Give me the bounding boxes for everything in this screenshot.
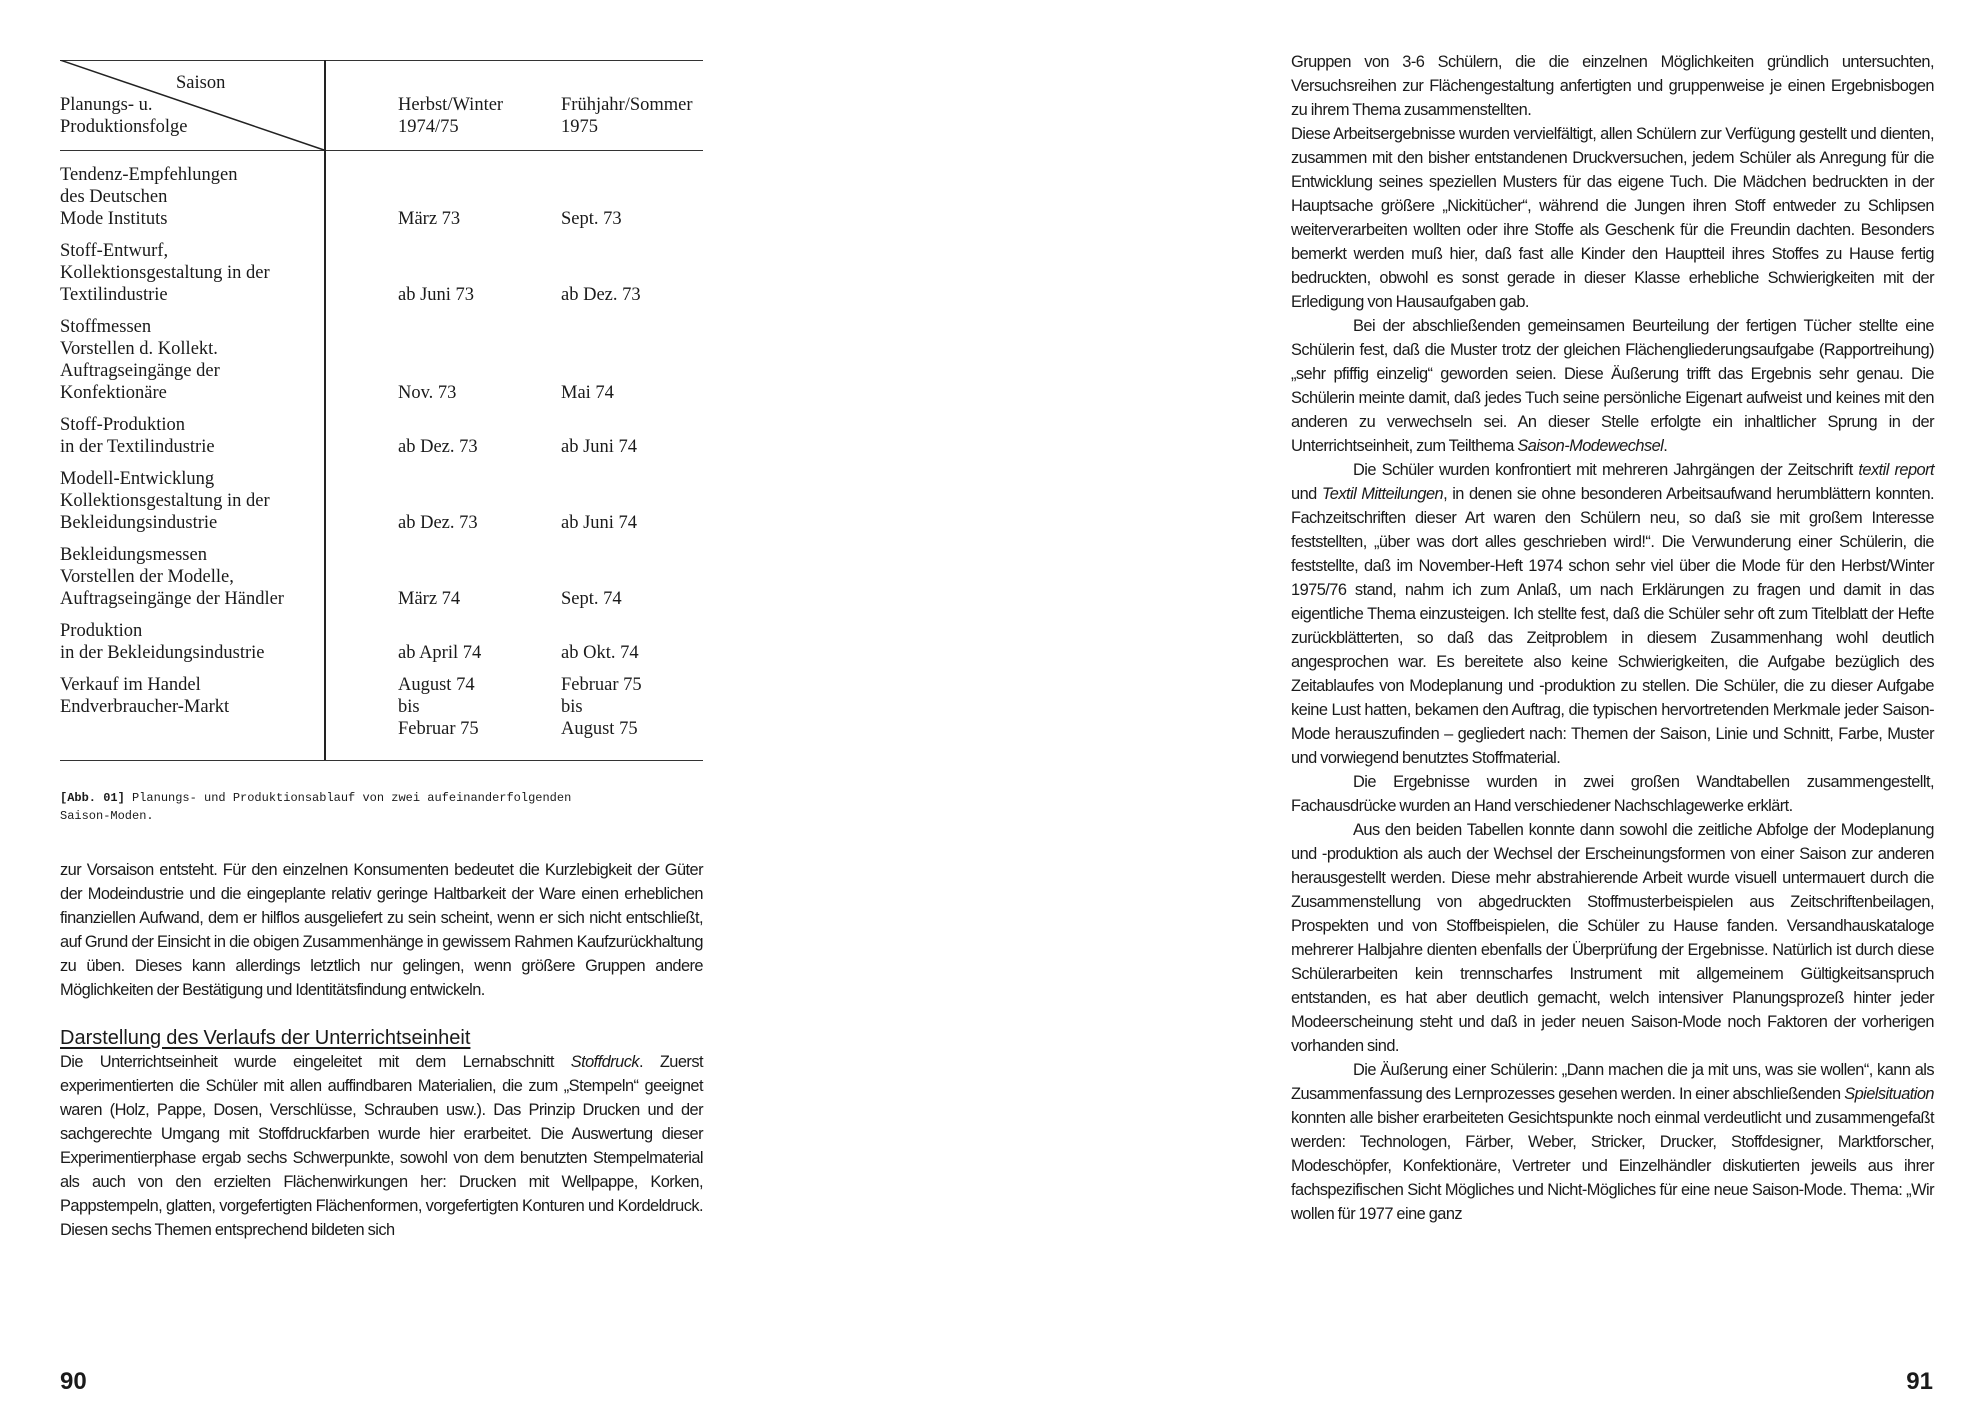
cell-line: Sept. 74 [561, 589, 622, 609]
header-line: 1975 [561, 117, 598, 137]
row-value [561, 642, 639, 664]
cell-line: Endverbraucher-Markt [60, 697, 230, 717]
cell-line: ab Okt. 74 [561, 643, 639, 663]
cell-line: ab April 74 [398, 643, 482, 663]
table-row [60, 316, 703, 404]
text: Bei der abschließenden gemeinsamen Beurteilung der fertigen Tücher stellte eine Schülerin fest, daß die Muster trotz der gleichen Flächengliederungsaufgabe (Rapportreihung) „sehr pfiffig einzelig“ geworden seien. Diese Äußerung trifft das Ergebnis sehr genau. Die Schülerin meinte damit, daß jedes Tuch seine persönliche Eigenart aufweist und keines mit den anderen zu verwechseln sei. An dieser Stelle erfolgte ein inhaltlicher Sprung in der Unterrichtseinheit, zum Teilthema [1291, 317, 1934, 455]
row-label [60, 620, 322, 664]
header-saison: Saison [176, 73, 226, 93]
cell-line: ab Juni 74 [561, 437, 638, 457]
cell-line: Stoffmessen [60, 317, 152, 337]
cell-line: Textilindustrie [60, 285, 168, 305]
row-value [561, 284, 641, 306]
cell-line: Vorstellen der Modelle, [60, 567, 234, 587]
paragraph [1291, 314, 1934, 458]
row-label [60, 414, 322, 458]
row-value [561, 436, 637, 458]
paragraph [60, 1050, 703, 1242]
cell-line: Mode Instituts [60, 209, 168, 229]
text: . [1663, 437, 1668, 455]
italic-text: textil report [1858, 461, 1934, 479]
caption-tag: [Abb. 01] [60, 791, 125, 805]
row-label [60, 316, 322, 404]
cell-line: in der Bekleidungsindustrie [60, 643, 265, 663]
cell-line: in der Textilindustrie [60, 437, 215, 457]
header-line: Frühjahr/Sommer [561, 95, 693, 115]
cell-line: Bekleidungsindustrie [60, 513, 218, 533]
paragraph: Die Ergebnisse wurden in zwei großen Wandtabellen zusammengestellt, Fachausdrücke wurden an Hand verschiedener Nachschlagewerke erklärt. [1291, 773, 1934, 815]
row-value [398, 208, 460, 230]
cell-line: Produktion [60, 621, 143, 641]
cell-line: ab Juni 73 [398, 285, 475, 305]
cell-line: Nov. 73 [398, 383, 457, 403]
row-value [561, 208, 622, 230]
row-value [561, 674, 642, 740]
page-number-left: 90 [60, 1368, 87, 1395]
text: , in denen sie ohne besonderen Arbeitsaufwand herumblättern konnten. Fachzeitschriften dieser Art waren den Schülern neu, so daß sie mit großem Interesse feststellten, „über was dort alles geschrieben wird!“. Die Verwunderung einer Schülerin, die feststellte, daß im November-Heft 1974 schon sehr viel über die Mode für den Herbst/Winter 1975/76 stand, nahm ich zum Anlaß, um nach Erklärungen zu fragen und damit in das eigentliche Thema einzusteigen. Ich stellte fest, daß die Schüler sehr oft zum Titelblatt der Hefte zurückblätterten, so daß das Zeitproblem in diesem Zusammenhang wohl deutlich angesprochen war. Es bereitete also keine Schwierigkeiten, die Aufgabe bezüglich des Zeitablaufes von Modeplanung und -produktion zu stellen. Die Schüler, die zu dieser Aufgabe keine Lust hatten, bekamen den Auftrag, die typischen hervortretenden Merkmale jeder Saison-Mode herauszufinden – gegliedert nach: Themen der Saison, Linie und Schnitt, Farbe, Muster und vorwiegend benutztes Stoffmaterial. [1291, 485, 1935, 767]
row-value [398, 642, 481, 664]
cell-line: Stoff-Entwurf, [60, 241, 169, 261]
italic-text: Textil Mitteilungen [1321, 485, 1444, 503]
text: konnten alle bisher erarbeiteten Gesichtspunkte noch einmal verdeutlicht und zusammengefaßt werden: Technologen, Färber, Weber, Stricker, Drucker, Stoffdesigner, Marktforscher, Modeschöpfer, Konfektionäre, Vertreter und Einzelhändler diskutierten jeweils aus ihrer fachspezifischen Sicht Mögliches und Nicht-Mögliches für eine neue Saison-Mode. Thema: „Wir wollen für 1977 eine ganz [1291, 1109, 1934, 1223]
cell-line: bis [561, 697, 583, 717]
paragraph: zur Vorsaison entsteht. Für den einzelnen Konsumenten bedeutet die Kurzlebigkeit der Güter der Modeindustrie und die eingeplante relativ geringe Haltbarkeit der Ware einen erheblichen finanziellen Aufwand, dem er hilflos ausgeliefert zu sein scheint, wenn er sich nicht entschließt, auf Grund der Einsicht in die obigen Zusammenhänge in gewissem Rahmen Kaufzurückhaltung zu üben. Dieses kann allerdings letztlich nur gelingen, wenn größere Gruppen andere Möglichkeiten der Bestätigung und Identitätsfindung entwickeln. [60, 861, 703, 999]
cell-line: Februar 75 [398, 719, 479, 739]
cell-line: Modell-Entwicklung [60, 469, 215, 489]
cell-line: ab Dez. 73 [561, 285, 641, 305]
row-value [398, 436, 478, 458]
row-value [561, 588, 622, 610]
header-autumn-winter [398, 94, 503, 138]
cell-line: bis [398, 697, 420, 717]
cell-line: August 75 [561, 719, 638, 739]
spacer [60, 1002, 703, 1026]
table-row [60, 164, 703, 230]
cell-line: des Deutschen [60, 187, 168, 207]
cell-line: Sept. 73 [561, 209, 622, 229]
row-label [60, 544, 322, 610]
table-row [60, 468, 703, 534]
right-column-text [1291, 50, 1934, 1226]
cell-line: Vorstellen d. Kollekt. [60, 339, 218, 359]
header-production-sequence [60, 94, 187, 138]
season-planning-table [60, 60, 703, 760]
cell-line: Auftragseingänge der [60, 361, 220, 381]
row-value [398, 512, 478, 534]
cell-line: Stoff-Produktion [60, 415, 186, 435]
paragraph [1291, 1058, 1934, 1226]
row-value [398, 674, 479, 740]
table-row [60, 240, 703, 306]
header-spring-summer [561, 94, 693, 138]
row-value [398, 588, 460, 610]
italic-text: Saison-Modewechsel [1517, 437, 1664, 455]
section-heading: Darstellung des Verlaufs der Unterrichtseinheit [60, 1027, 471, 1049]
text: Die Schüler wurden konfrontiert mit mehreren Jahrgängen der Zeitschrift [1353, 461, 1859, 479]
cell-line: März 73 [398, 209, 461, 229]
text: . Zuerst experimentierten die Schüler mit allen auffindbaren Materialien, die zum „Stempeln“ geeignet waren (Holz, Pappe, Dosen, Verschlüsse, Schrauben usw.). Das Prinzip Drucken und der sachgerechte Umgang mit Stoffdruckfarben wurde hier erarbeitet. Die Auswertung dieser Experimentierphase ergab sechs Schwerpunkte, sowohl von dem benutzten Stempelmaterial als auch von den erzielten Flächenwirkungen her: Drucken mit Wellpappe, Korken, Pappstempeln, glatten, vorgefertigten Flächenformen, vorgefertigten Konturen und Kordeldruck. Diesen sechs Themen entsprechend bildeten sich [60, 1053, 703, 1239]
table-row [60, 620, 703, 664]
table-row [60, 674, 703, 740]
row-label [60, 468, 322, 534]
cell-line: ab Juni 74 [561, 513, 638, 533]
italic-text: Spielsituation [1844, 1085, 1934, 1103]
cell-line: ab Dez. 73 [398, 437, 478, 457]
row-value [398, 382, 456, 404]
cell-line: Bekleidungsmessen [60, 545, 207, 565]
row-label [60, 674, 322, 718]
table-row [60, 544, 703, 610]
row-value [561, 382, 614, 404]
paragraph [1291, 458, 1934, 770]
italic-text: Stoffdruck [570, 1053, 639, 1071]
header-line: 1974/75 [398, 117, 459, 137]
cell-line: ab Dez. 73 [398, 513, 478, 533]
cell-line: Mai 74 [561, 383, 614, 403]
header-line: Produktionsfolge [60, 117, 188, 137]
caption-text: Planungs- und Produktionsablauf von zwei aufeinanderfolgenden Saison-Moden. [60, 791, 572, 823]
row-value [398, 284, 474, 306]
cell-line: Verkauf im Handel [60, 675, 201, 695]
cell-line: Kollektionsgestaltung in der [60, 491, 270, 511]
page-number-right: 91 [1906, 1368, 1933, 1395]
cell-line: Februar 75 [561, 675, 642, 695]
text: und [1291, 485, 1322, 503]
text: Die Unterrichtseinheit wurde eingeleitet mit dem Lernabschnitt [60, 1053, 571, 1071]
table-bottom-rule [60, 760, 703, 761]
paragraph: Diese Arbeitsergebnisse wurden vervielfältigt, allen Schülern zur Verfügung gestellt und dienten, zusammen mit den bisher entstandenen Druckversuchen, jedem Schüler als Anregung für die Entwicklung seines speziellen Musters für das eigene Tuch. Die Mädchen bedruckten in der Hauptsache größere „Nickitücher“, während die Jungen ihren Stoff entweder zu Schlipsen weiterverarbeiten wollten oder ihre Stoffe als Geschenk für die Freundin dachten. Besonders bemerkt werden muß hier, daß fast alle Kinder den Hauptteil ihres Stoffes zu Hause fertig bedruckten, obwohl es sonst gerade in dieser Klasse erhebliche Schwierigkeiten mit der Erledigung von Hausaufgaben gab. [1291, 125, 1934, 311]
row-label [60, 164, 322, 230]
paragraph: Gruppen von 3-6 Schülern, die die einzelnen Möglichkeiten gründlich untersuchten, Versuchsreihen zur Flächengestaltung anfertigten und gruppenweise je einen Ergebnisbogen zu ihrem Thema zusammenstellten. [1291, 53, 1934, 119]
row-label [60, 240, 322, 306]
figure-caption [60, 789, 580, 825]
cell-line: Konfektionäre [60, 383, 167, 403]
paragraph: Aus den beiden Tabellen konnte dann sowohl die zeitliche Abfolge der Modeplanung und -produktion als auch der Wechsel der Erscheinungsformen von einer Saison zur anderen herausgestellt werden. Diese mehr abstrahierende Arbeit wurde visuell untermauert durch die Zusammenstellung von abgedruckten Stoffmusterbeispielen aus Zeitschriftenbeilagen, Prospekten und von Stoffbeispielen, die Schüler zu Hause fanden. Versandhauskataloge mehrerer Halbjahre dienten ebenfalls der Überprüfung der Ergebnisse. Natürlich ist durch diese Schülerarbeiten kein trennscharfes Instrument mit allgemeinem Gültigkeitsanspruch entstanden, es hat aber deutlich gemacht, welch intensiver Planungsprozeß hinter jeder Modeerscheinung steht und daß in jeder neuen Saison-Mode noch Faktoren der vorherigen vorhanden sind. [1291, 821, 1934, 1055]
left-column-text [60, 858, 703, 1242]
cell-line: Auftragseingänge der Händler [60, 589, 284, 609]
table-row [60, 414, 703, 458]
header-line: Herbst/Winter [398, 95, 504, 115]
header-line: Planungs- u. [60, 95, 153, 115]
cell-line: Tendenz-Empfehlungen [60, 165, 238, 185]
cell-line: März 74 [398, 589, 461, 609]
cell-line: August 74 [398, 675, 475, 695]
cell-line: Kollektionsgestaltung in der [60, 263, 270, 283]
text: Die Äußerung einer Schülerin: „Dann machen die ja mit uns, was sie wollen“, kann als Zusammenfassung des Lernprozesses gesehen werden. In einer abschließenden [1291, 1061, 1934, 1103]
row-value [561, 512, 637, 534]
